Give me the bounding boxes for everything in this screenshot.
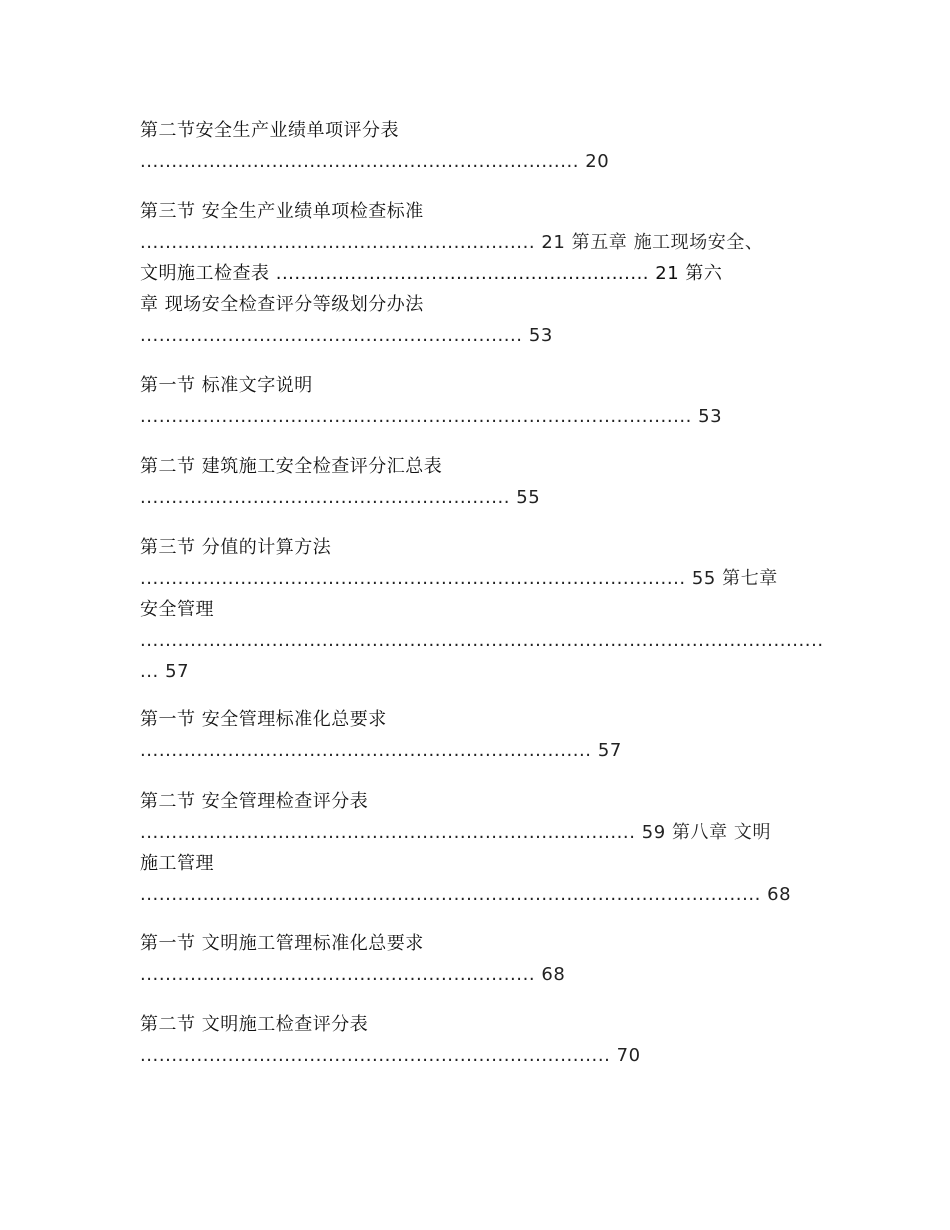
toc-heading-section-2-single-item-table: 第二节安全生产业绩单项评分表 [140,120,399,141]
toc-heading-safety-check-table: 第二节 安全管理检查评分表 [140,791,369,812]
toc-leader-page-59-chapter-8: ............................................................................... 59 第八章 文明 [140,822,772,843]
toc-heading-score-method: 第三节 分值的计算方法 [140,537,332,558]
toc-heading-summary-table: 第二节 建筑施工安全检查评分汇总表 [140,456,443,477]
toc-leader-page-53: ............................................................. 53 [140,325,553,346]
toc-heading-civilized-standardization: 第一节 文明施工管理标准化总要求 [140,933,424,954]
toc-leader-page-57: ... 57 [140,661,190,682]
toc-heading-chapter-6: 章 现场安全检查评分等级划分办法 [140,294,424,315]
toc-heading-safety-standardization: 第一节 安全管理标准化总要求 [140,709,387,730]
toc-heading-safety-management: 安全管理 [140,599,214,620]
toc-leader-page-20: ...................................................................... 20 [140,151,610,172]
toc-leader-page-53b: ........................................................................................ 53 [140,406,723,427]
toc-heading-civilized-check-table: 第二节 文明施工检查评分表 [140,1014,369,1035]
toc-leader-page-70: ........................................................................... 70 [140,1045,641,1066]
toc-leader-long: ............................................................................................................. [140,630,824,651]
toc-heading-section-3-single-item-standard: 第三节 安全生产业绩单项检查标准 [140,201,424,222]
toc-leader-page-68: ................................................................................................... 68 [140,884,792,905]
toc-leader-page-55: ........................................................... 55 [140,487,541,508]
toc-heading-standard-text: 第一节 标准文字说明 [140,375,313,396]
toc-line-civilized-checklist: 文明施工检查表 ............................................................ 21 第六 [140,263,723,284]
toc-heading-construction-management: 施工管理 [140,853,214,874]
toc-leader-page-68b: ............................................................... 68 [140,964,566,985]
toc-leader-page-21-chapter-5: ............................................................... 21 第五章 施工现场安全、 [140,232,764,253]
toc-leader-page-57b: ........................................................................ 57 [140,740,622,761]
toc-leader-page-55-chapter-7: ....................................................................................... 55 第七章 [140,568,778,589]
